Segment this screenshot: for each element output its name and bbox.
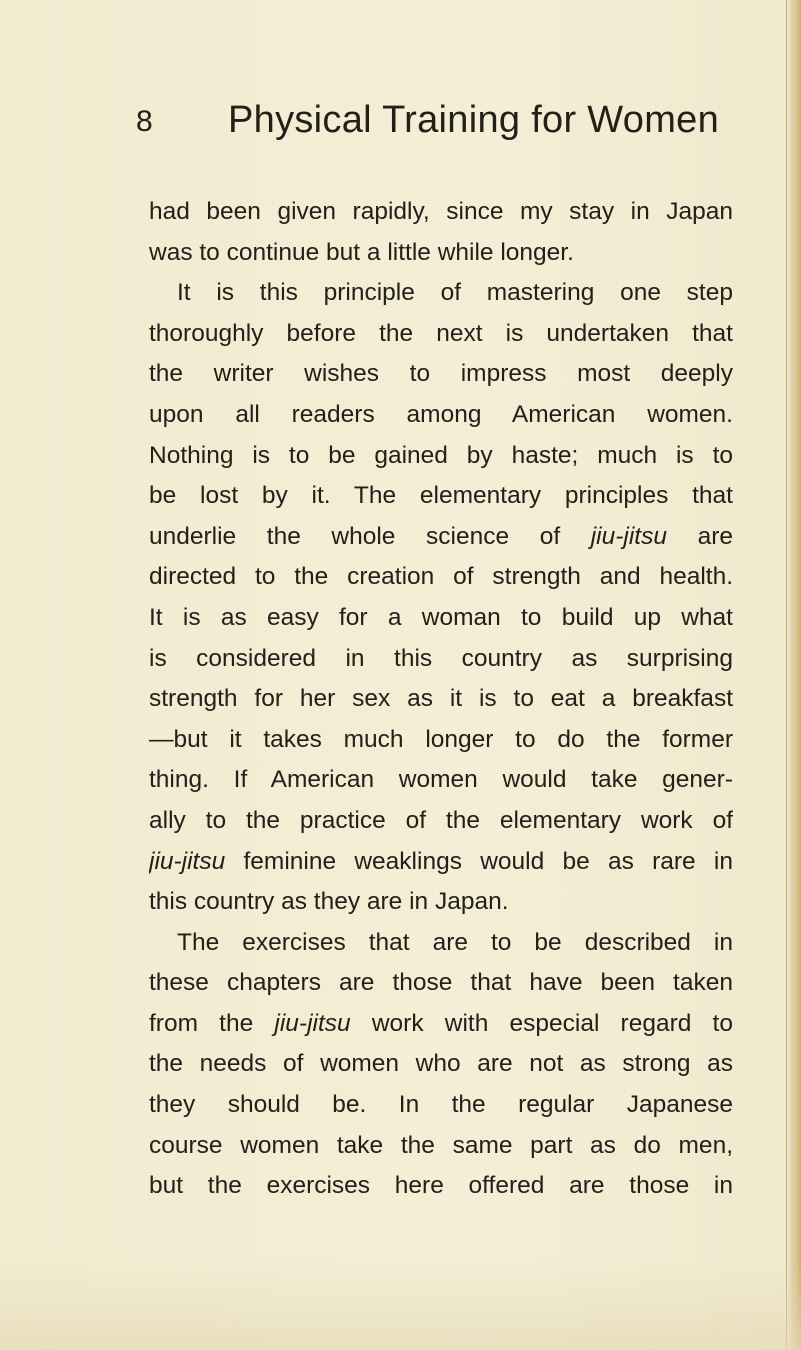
text-line: they should be. In the regular Japanese [149,1091,733,1119]
text-line: these chapters are those that have been taken [149,969,733,997]
page-number: 8 [136,105,153,138]
page-bottom-tone [0,1260,801,1350]
text-line: Nothing is to be gained by haste; much is to [149,441,733,469]
page-edge-shadow [787,0,801,1350]
text-line: It is as easy for a woman to build up what [149,603,733,631]
text-line: directed to the creation of strength and health. [149,563,733,591]
text-line: thing. If American women would take gener- [149,766,733,794]
text-line: had been given rapidly, since my stay in Japan [149,198,733,225]
italic-term: jiu-jitsu [274,1009,351,1037]
text-line: course women take the same part as do men, [149,1131,733,1159]
text-line: this country as they are in Japan. [149,888,509,916]
text-line: the writer wishes to impress most deeply [149,360,733,388]
text-line: is considered in this country as surprising [149,644,733,672]
text-line: be lost by it. The elementary principles that [149,482,733,510]
text-line: jiu-jitsu feminine weaklings would be as rare in [149,847,733,875]
paragraph-start-line: The exercises that are to be described in [177,928,733,956]
text-line: underlie the whole science of jiu-jitsu are [149,522,733,550]
text-line: —but it takes much longer to do the former [149,725,733,753]
text-line: ally to the practice of the elementary work of [149,806,733,834]
italic-term: jiu-jitsu [149,847,226,875]
text-line: but the exercises here offered are those in [149,1172,733,1200]
text-line: strength for her sex as it is to eat a breakfast [149,685,733,713]
running-title: Physical Training for Women [228,99,720,141]
text-line: the needs of women who are not as strong as [149,1050,733,1078]
text-line: was to continue but a little while longer. [149,238,574,266]
text-line: upon all readers among American women. [149,400,733,428]
running-header [136,92,736,162]
paragraph-start-line: It is this principle of mastering one step [177,279,733,307]
body-text [149,192,733,1207]
text-line: thoroughly before the next is undertaken that [149,319,733,347]
italic-term: jiu-jitsu [590,522,667,550]
text-line: from the jiu-jitsu work with especial regard to [149,1009,733,1037]
